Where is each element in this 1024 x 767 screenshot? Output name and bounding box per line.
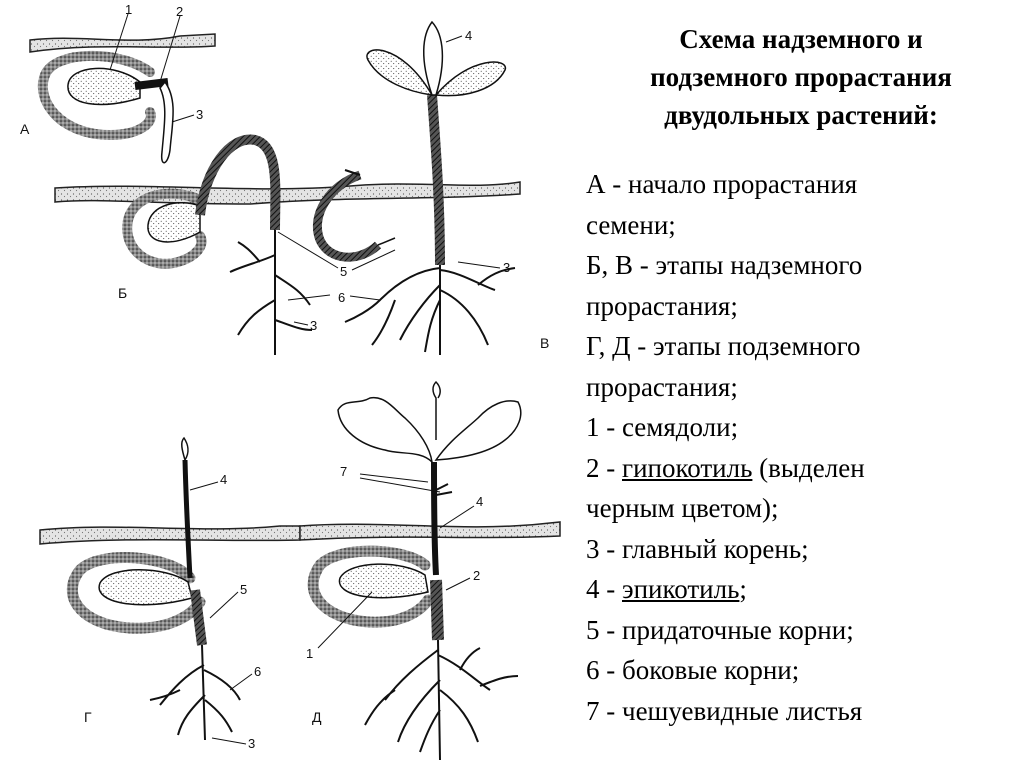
hypocotyl-d: [436, 580, 438, 640]
legend-text: 6 - боковые корни;: [586, 655, 800, 685]
legend-line: [586, 164, 1016, 205]
legend-text: ;: [739, 574, 747, 604]
legend-line: [586, 610, 1016, 651]
panel-label-v: В: [540, 335, 550, 351]
panel-a: [20, 2, 215, 163]
label-6-g: 6: [254, 664, 262, 679]
legend-text: 5 - придаточные корни;: [586, 614, 854, 645]
label-5-g: 5: [240, 582, 248, 597]
legend-text: 1 - семядоли;: [586, 412, 739, 442]
legend-text: семени;: [586, 209, 676, 240]
legend-line: [586, 407, 1016, 448]
legend-text: черным цветом);: [586, 493, 779, 523]
soil-line-b: [55, 182, 520, 204]
legend-text: (выделен: [752, 452, 865, 483]
label-7: 7: [340, 464, 348, 479]
diagram-title: [586, 20, 1016, 134]
leaf-right-v: [436, 62, 505, 96]
soil-line-g: [40, 526, 300, 544]
panel-label-a: А: [20, 121, 30, 137]
title-line: подземного прорастания: [650, 62, 952, 92]
label-2-d: 2: [473, 568, 481, 583]
label-5: 5: [340, 264, 348, 279]
legend-term: гипокотиль: [622, 452, 753, 483]
cotyledon-d: [339, 564, 428, 598]
legend-line: [586, 286, 1016, 327]
cotyledon-a: [68, 68, 140, 104]
title-line: двудольных растений:: [664, 100, 938, 130]
roots-b: [230, 230, 312, 355]
legend-text: 2 -: [586, 452, 622, 483]
panel-b-v: [55, 22, 549, 355]
legend-list: [586, 164, 1016, 731]
label-4-v: 4: [465, 28, 473, 43]
label-3-b: 3: [310, 318, 318, 333]
panel-label-g: Г: [84, 709, 92, 725]
legend-line: [586, 448, 1016, 489]
legend-text: прорастания;: [586, 290, 738, 321]
label-3-g: 3: [248, 736, 256, 751]
legend-line: [586, 529, 1016, 570]
legend-text: 3 - главный корень;: [586, 533, 809, 564]
root-a: [160, 82, 173, 163]
panel-label-b: Б: [118, 285, 128, 301]
oak-leaf-left: [338, 398, 432, 462]
epicotyl-g: [185, 460, 190, 578]
bud-v: [424, 22, 443, 95]
label-4-g: 4: [220, 472, 228, 487]
label-2: 2: [176, 4, 184, 19]
hypocotyl-b: [200, 140, 275, 230]
oak-leaf-right: [436, 401, 521, 460]
panel-d: [300, 382, 560, 760]
legend-panel: [586, 20, 1016, 731]
legend-line: [586, 650, 1016, 691]
label-4-d: 4: [476, 494, 484, 509]
legend-line: [586, 245, 1016, 286]
legend-line: [586, 488, 1016, 529]
title-line: Схема надземного и: [679, 24, 923, 54]
legend-text: 4 -: [586, 574, 622, 604]
leaf-left-v: [367, 50, 432, 95]
legend-text: 7 - чешуевидные листья: [586, 695, 863, 726]
label-3: 3: [196, 107, 204, 122]
legend-text: Г, Д - этапы подземного: [586, 331, 861, 361]
soil-line-a: [30, 34, 215, 52]
label-1: 1: [125, 2, 133, 17]
legend-line: [586, 569, 1016, 610]
legend-text: Б, В - этапы надземного: [586, 250, 863, 280]
legend-text: А - начало прорастания: [586, 169, 858, 199]
label-1-d: 1: [306, 646, 314, 661]
epicotyl-d: [434, 462, 436, 575]
panel-label-d: Д: [312, 709, 322, 725]
legend-line: [586, 205, 1016, 246]
soil-line-d: [300, 522, 560, 540]
label-6: 6: [338, 290, 346, 305]
roots-g: [150, 645, 240, 740]
legend-line: [586, 691, 1016, 732]
cotyledon-b: [148, 203, 200, 242]
roots-d: [365, 640, 518, 760]
panel-g: [40, 438, 300, 751]
label-3-v: 3: [503, 260, 511, 275]
legend-text: прорастания;: [586, 371, 738, 402]
legend-term: эпикотиль: [622, 574, 740, 604]
hypocotyl-g: [195, 590, 202, 645]
legend-line: [586, 367, 1016, 408]
roots-v: [345, 265, 515, 355]
legend-line: [586, 326, 1016, 367]
stem-v: [432, 95, 440, 265]
